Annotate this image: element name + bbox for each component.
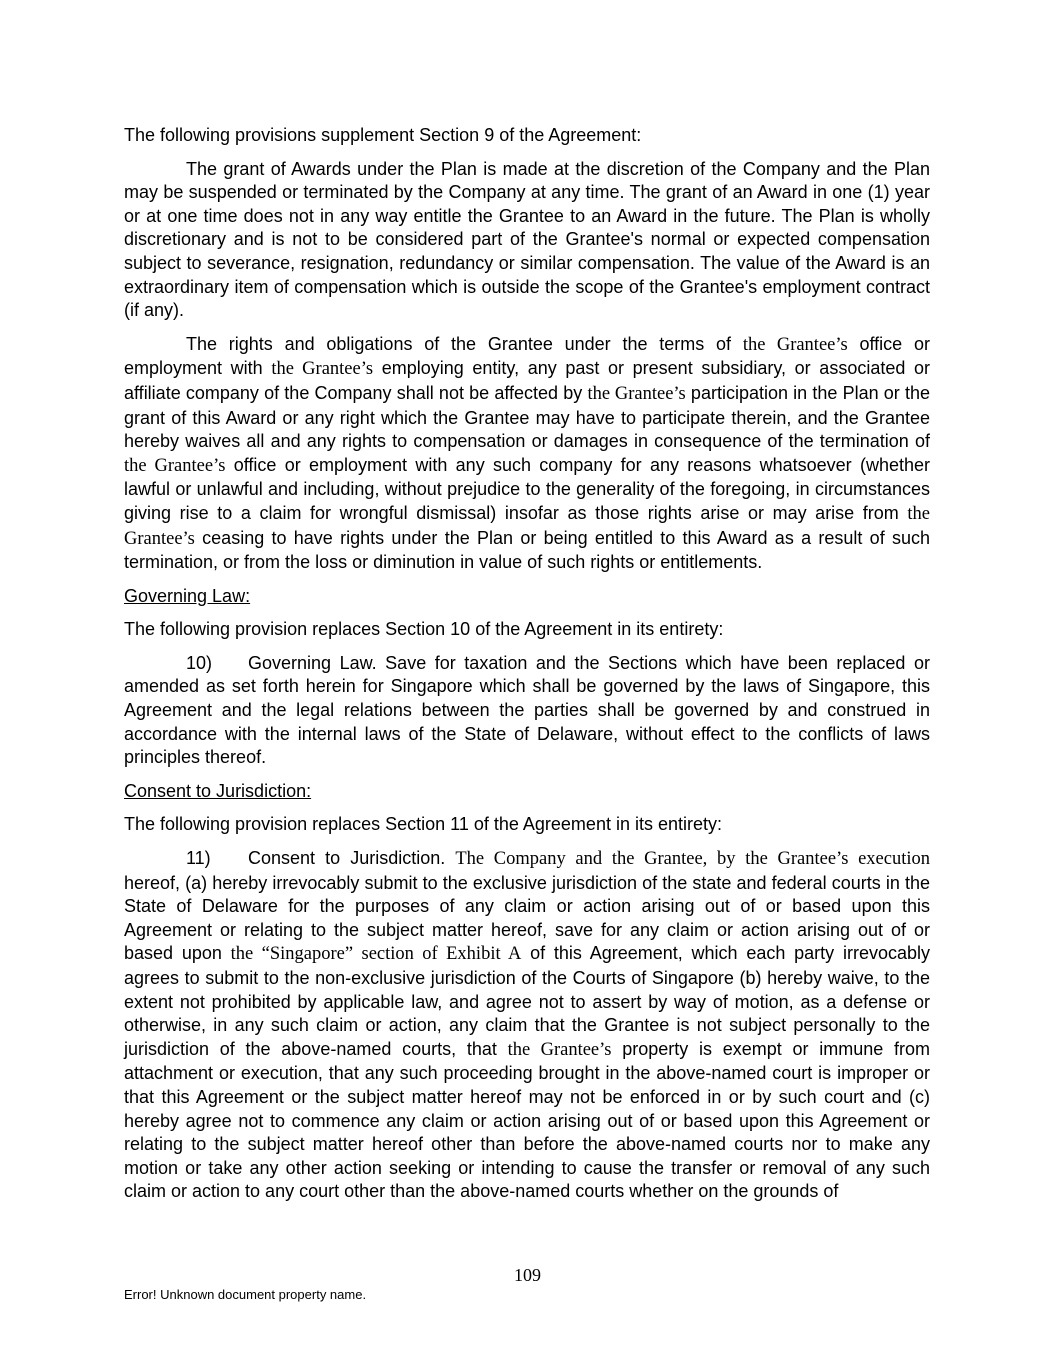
consent-serif-1: The Company and the Grantee, by the Grantee’s execution: [455, 849, 931, 870]
rights-text-4: participation in the Plan or the grant of this Award or any right which the Grantee may have to participate therein, and the Grantee hereby waives all and any rights to compensation or damages in consequence of the termination of: [124, 382, 930, 452]
consent-serif-2: the “Singapore” section of Exhibit A: [230, 944, 522, 965]
rights-serif-4: the Grantee’s: [124, 455, 226, 476]
governing-law-intro: The following provision replaces Section 10 of the Agreement in its entirety:: [124, 619, 724, 640]
governing-law-text: Governing Law. Save for taxation and the Sections which have been replaced or amended as set forth herein for Singapore which shall be governed by the laws of Singapore, this Agreement and the legal relations between the parties shall be governed by and construed in accordance with the internal laws of the State of Delaware, without effect to the conflicts of laws principles thereof.: [124, 652, 930, 768]
rights-text-6: ceasing to have rights under the Plan or being entitled to this Award as a result of such termination, or from the loss or diminution in value of such rights or entitlements.: [124, 527, 930, 573]
rights-serif-1: the Grantee’s: [742, 334, 848, 355]
consent-text-2: hereof, (a) hereby irrevocably submit to the exclusive jurisdiction of the state and federal courts in the State of Delaware for the purposes of any claim or action arising out of or based upon this Agreement or relating to the subject matter hereof, save for any claim or action arising out of or based upon: [124, 872, 930, 964]
consent-jurisdiction-clause: [124, 847, 930, 1204]
intro-line: The following provisions supplement Section 9 of the Agreement:: [124, 125, 642, 145]
document-body: [124, 124, 930, 1214]
rights-serif-3: the Grantee’s: [587, 383, 686, 404]
consent-serif-3: the Grantee’s: [507, 1039, 612, 1060]
rights-serif-5: the Grantee’s: [124, 503, 930, 549]
governing-law-heading: Governing Law:: [124, 585, 251, 606]
rights-text-3: employing entity, any past or present subsidiary, or associated or affiliate company of the Company shall not be affected by: [124, 358, 930, 403]
governing-law-clause: [124, 652, 930, 770]
consent-text-3: of this Agreement, which each party irrevocably agrees to submit to the non-exclusive jurisdiction of the Courts of Singapore (b) hereby waive, to the extent not prohibited by applicable law, and agree not to assert by way of motion, as a defense or otherwise, in any such claim or action, any claim that the Grantee is not subject personally to the jurisdiction of the above-named courts, that: [124, 943, 930, 1059]
rights-text-1: The rights and obligations of the Grantee under the terms of: [186, 333, 743, 354]
rights-text-5: office or employment with any such company for any reasons whatsoever (whether lawful or unlawful and including, without prejudice to the generality of the foregoing, in circumstances giving rise to a claim for wrongful dismissal) insofar as those rights arise or may arise from: [124, 454, 930, 523]
paragraph-awards: The grant of Awards under the Plan is made at the discretion of the Company and the Plan may be suspended or terminated by the Company at any time. The grant of an Award in one (1) year or at one time does not in any way entitle the Grantee to an Award in the future. The Plan is wholly discretionary and is not to be considered part of the Grantee's normal or expected compensation subject to severance, resignation, redundancy or similar compensation. The value of the Award is an extraordinary item of compensation which is outside the scope of the Grantee's employment contract (if any).: [124, 158, 930, 321]
rights-text-2: office or employment with: [124, 333, 930, 379]
consent-text-4: property is exempt or immune from attachment or execution, that any such proceeding brought in the above-named court is improper or that this Agreement or the subject matter hereof may not be enforced in or by such court and (c) hereby agree not to commence any claim or action arising out of or based upon this Agreement or relating to the subject matter hereof other than before the above-named courts nor to make any motion or take any other action seeking or intending to cause the transfer or removal of any such claim or action to any court other than the above-named courts whether on the grounds of: [124, 1038, 930, 1202]
clause-number-10: 10): [186, 652, 213, 673]
rights-serif-2: the Grantee’s: [271, 359, 374, 380]
clause-number-11: 11): [186, 848, 211, 869]
paragraph-rights: [124, 333, 930, 575]
consent-jurisdiction-intro: The following provision replaces Section 11 of the Agreement in its entirety:: [124, 814, 722, 835]
consent-jurisdiction-heading: Consent to Jurisdiction:: [124, 780, 312, 801]
footer-error-note: Error! Unknown document property name.: [124, 1287, 367, 1302]
consent-text-1: Consent to Jurisdiction.: [248, 848, 456, 869]
page-number: 109: [514, 1265, 541, 1285]
